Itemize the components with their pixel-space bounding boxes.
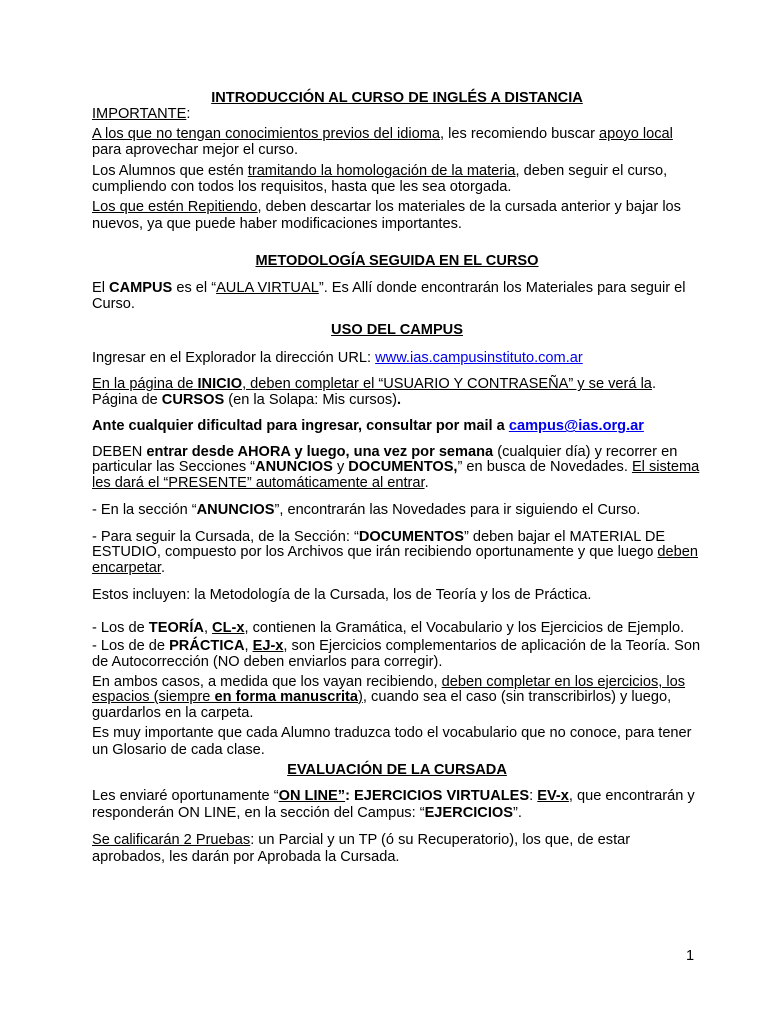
page-number: 1 xyxy=(686,948,695,964)
paragraph-url: Ingresar en el Explorador la dirección URL: www.ias.campusinstituto.com.ar xyxy=(92,349,583,366)
campus-email-link[interactable]: campus@ias.org.ar xyxy=(508,418,644,435)
paragraph-estos-incluyen: Estos incluyen: la Metodología de la Cursada, los de Teoría y los de Práctica. xyxy=(92,587,592,604)
paragraph-online: Les enviaré oportunamente “ON LINE”: EJERCICIOS VIRTUALES: EV-x, que encontrarán y responderán ON LINE, en la sección del Campus: “EJERCICIOS”. xyxy=(92,788,695,821)
paragraph-dificultad: Ante cualquier dificultad para ingresar, consultar por mail a campus@ias.org.ar xyxy=(92,418,644,435)
paragraph-conocimientos: A los que no tengan conocimientos previos del idioma, les recomiendo buscar apoyo local para aprovechar mejor el curso. xyxy=(92,125,673,159)
document-body xyxy=(92,90,702,865)
page-title: INTRODUCCIÓN AL CURSO DE INGLÉS A DISTANCIA xyxy=(211,90,583,106)
heading-metodologia: METODOLOGÍA SEGUIDA EN EL CURSO xyxy=(255,253,539,270)
paragraph-repitiendo: Los que estén Repitiendo, deben descartar los materiales de la cursada anterior y bajar los nuevos, ya que puede haber modificaciones importantes. xyxy=(92,199,681,232)
paragraph-practica: - Los de de PRÁCTICA, EJ-x, son Ejercicios complementarios de aplicación de la Teoría. Son de Autocorrección (NO deben enviarlos para corregir). xyxy=(92,637,701,671)
paragraph-teoria: - Los de TEORÍA, CL-x, contienen la Gramática, el Vocabulario y los Ejercicios de Ejemplo. xyxy=(92,619,685,636)
paragraph-deben: DEBEN entrar desde AHORA y luego, una vez por semana (cualquier día) y recorrer en particular las Secciones “ANUNCIOS y DOCUMENTOS,” en busca de Novedades. El sistema les dará el “PRESENTE” automáticamente al entrar. xyxy=(92,443,700,491)
heading-uso-campus: USO DEL CAMPUS xyxy=(331,322,463,339)
paragraph-ambos-casos: En ambos casos, a medida que los vayan recibiendo, deben completar en los ejercicios, los espacios (siempre en forma manuscrita), cuando sea el caso (sin transcribirlos) y luego, guardarlos en la carpeta. xyxy=(92,673,686,721)
paragraph-glosario: Es muy importante que cada Alumno traduzca todo el vocabulario que no conoce, para tener un Glosario de cada clase. xyxy=(92,725,692,758)
paragraph-inicio: En la página de INICIO, deben completar el “USUARIO Y CONTRASEÑA” y se verá la. Página de CURSOS (en la Solapa: Mis cursos). xyxy=(92,376,656,408)
paragraph-pruebas: Se calificarán 2 Pruebas: un Parcial y un TP (ó su Recuperatorio), los que, de estar aprobados, les darán por Aprobada la Cursada. xyxy=(92,832,631,865)
importante-label: IMPORTANTE: xyxy=(92,106,191,123)
paragraph-documentos: - Para seguir la Cursada, de la Sección: “DOCUMENTOS” deben bajar el MATERIAL DE ESTUDIO, compuesto por los Archivos que irán recibiendo oportunamente y que luego deben encarpetar. xyxy=(92,528,699,576)
paragraph-homologacion: Los Alumnos que estén tramitando la homologación de la materia, deben seguir el curso, cumpliendo con todos los requisitos, hasta que les sea otorgada. xyxy=(92,162,668,196)
heading-evaluacion: EVALUACIÓN DE LA CURSADA xyxy=(287,762,507,779)
paragraph-campus: El CAMPUS es el “AULA VIRTUAL”. Es Allí donde encontrarán los Materiales para seguir el Curso. xyxy=(92,279,686,313)
paragraph-anuncios: - En la sección “ANUNCIOS”, encontrarán las Novedades para ir siguiendo el Curso. xyxy=(92,502,641,519)
campus-url-link[interactable]: www.ias.campusinstituto.com.ar xyxy=(375,349,583,366)
